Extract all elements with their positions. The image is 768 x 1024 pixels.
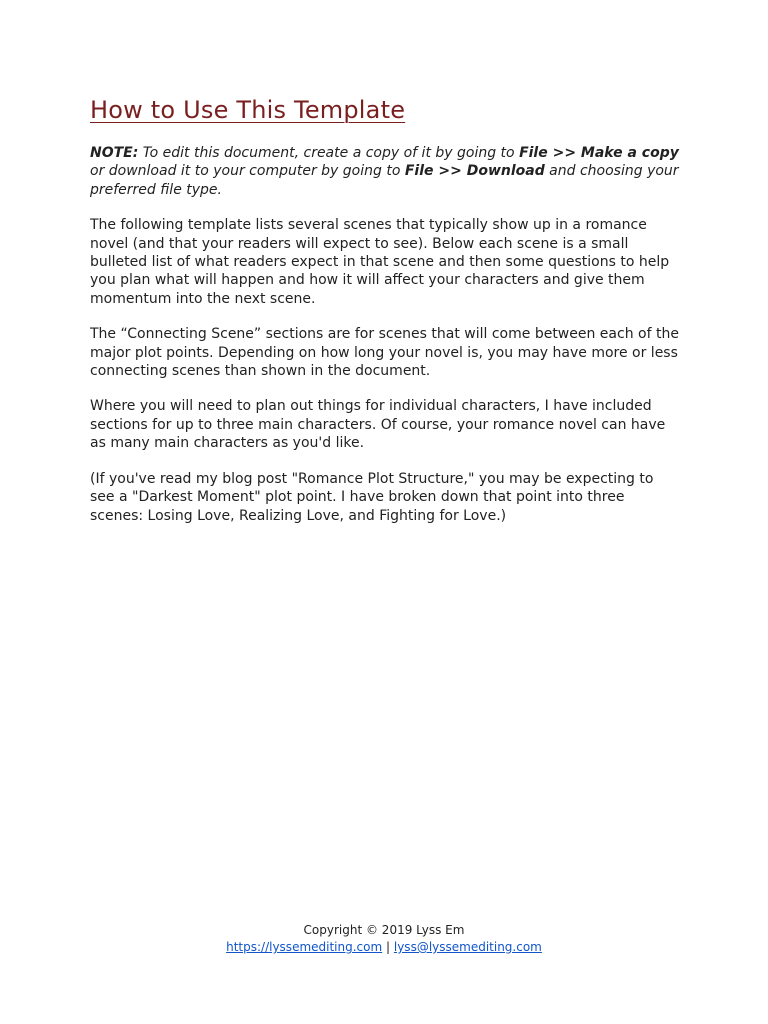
paragraph-connecting-scene: The “Connecting Scene” sections are for scenes that will come between each of the major plot points. Depending on how long your novel is, you may have more or less connecting scenes than shown in the document.	[90, 326, 679, 380]
paragraph-characters: Where you will need to plan out things for individual characters, I have included sections for up to three main characters. Of course, your romance novel can have as many main characters as you'd like.	[90, 398, 666, 452]
note-path-download: File >> Download	[404, 163, 545, 180]
copyright-text: Copyright © 2019 Lyss Em	[303, 923, 465, 937]
website-link[interactable]: https://lyssemediting.com	[226, 940, 383, 954]
note-label: NOTE:	[90, 145, 139, 161]
footer-links	[0, 939, 768, 956]
note-text-2: or download it to your computer by going to	[90, 163, 405, 180]
document-body	[90, 96, 680, 542]
note-path-make-copy: File >> Make a copy	[519, 145, 679, 161]
paragraph-darkest-moment: (If you've read my blog post "Romance Plot Structure," you may be expecting to see a "Darkest Moment" plot point. I have broken down that point into three scenes: Losing Love, Realizing Love, and Fighting for Love.)	[90, 470, 654, 524]
page-title: How to Use This Template	[90, 96, 406, 124]
note-text-3: and choosing your preferred file type.	[90, 163, 679, 198]
page-footer	[0, 922, 768, 956]
footer-separator: |	[386, 940, 394, 954]
paragraph-intro: The following template lists several scenes that typically show up in a romance novel (and that your readers will expect to see). Below each scene is a small bulleted list of what readers expect in that scene and then some questions to help you plan what will happen and how it will affect your characters and give them momentum into the next scene.	[90, 217, 670, 307]
email-link[interactable]: lyss@lyssemediting.com	[393, 940, 542, 954]
note-paragraph	[90, 144, 680, 199]
note-text-1: To edit this document, create a copy of it by going to	[138, 145, 520, 161]
